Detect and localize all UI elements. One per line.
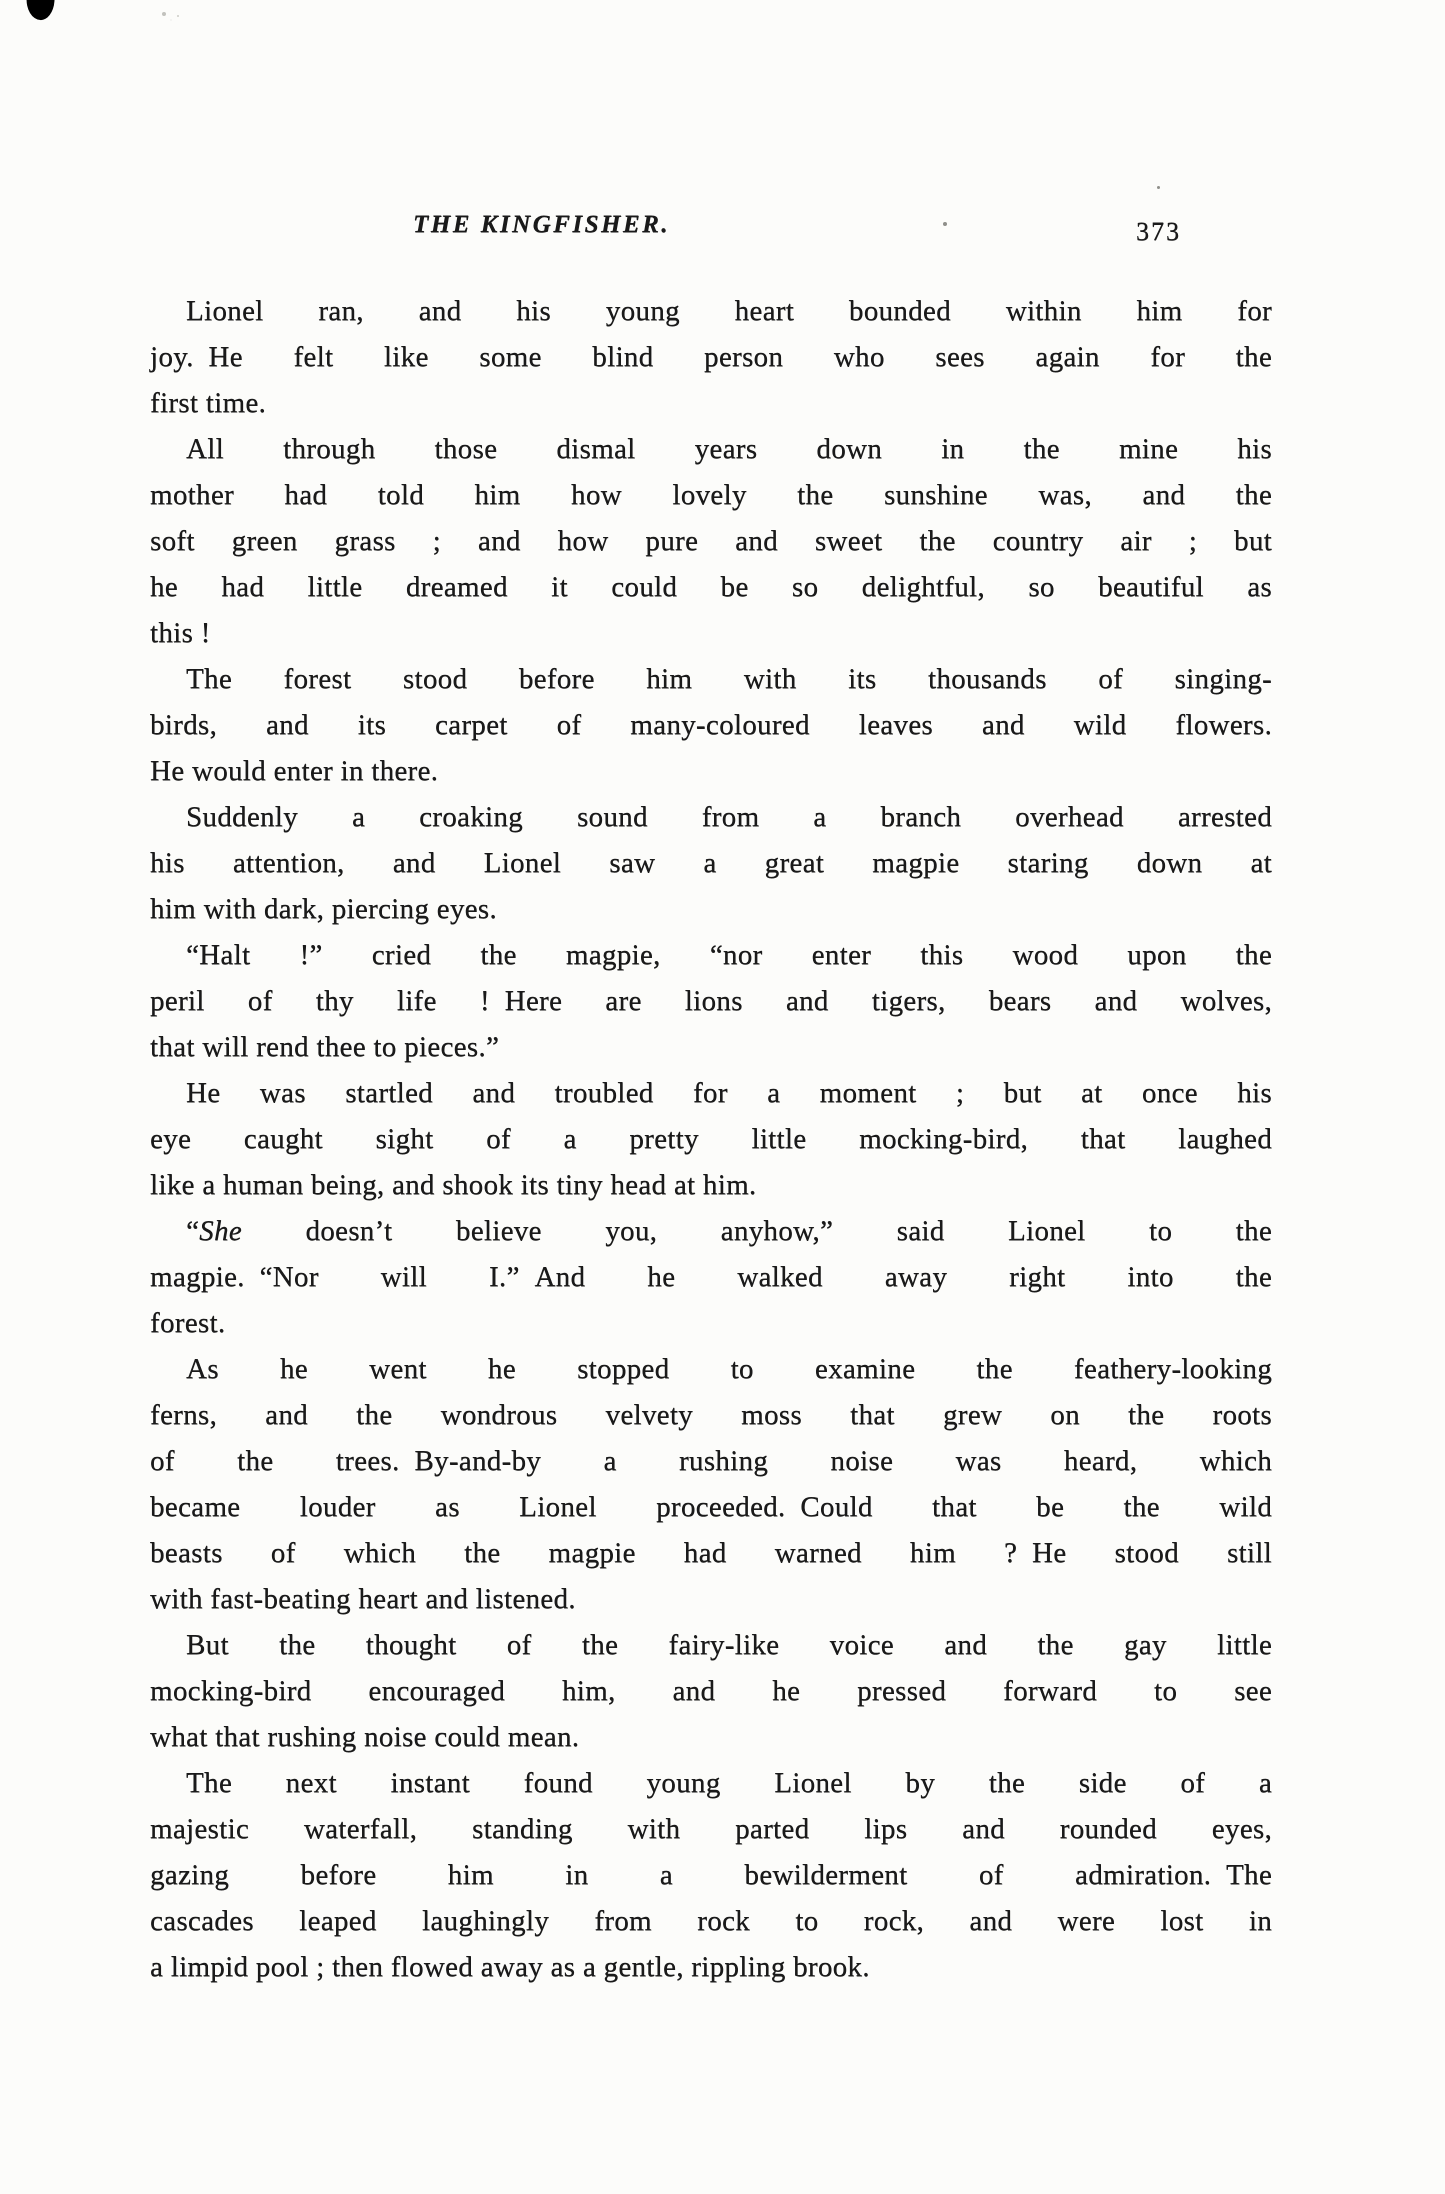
text-line — [150, 886, 1272, 932]
text-segment: He would enter in there. — [150, 755, 439, 787]
paragraph — [150, 1070, 1272, 1208]
paragraph — [150, 656, 1272, 794]
text-line — [150, 610, 1272, 656]
text-segment: what that rushing noise could mean. — [150, 1721, 580, 1753]
text-segment: mocking-bird encouraged him, and he pressed forward to see — [150, 1675, 1272, 1707]
text-segment: this ! — [150, 617, 211, 649]
text-segment: doesn’t believe you, anyhow,” said Lionel to the — [241, 1215, 1272, 1247]
text-line — [150, 564, 1272, 610]
text-segment: “Halt !” cried the magpie, “nor enter this wood upon the — [186, 939, 1272, 971]
text-line — [150, 1530, 1272, 1576]
text-segment: that will rend thee to pieces.” — [150, 1031, 500, 1063]
text-segment: eye caught sight of a pretty little mocking-bird, that laughed — [150, 1123, 1272, 1155]
text-line — [150, 1300, 1272, 1346]
scan-speck-artifact — [1157, 186, 1160, 189]
text-line — [150, 1760, 1272, 1806]
paragraph — [150, 932, 1272, 1070]
text-segment: joy. He felt like some blind person who sees again for the — [150, 341, 1272, 373]
text-segment: ferns, and the wondrous velvety moss that grew on the roots — [150, 1399, 1272, 1431]
italic-text: She — [199, 1215, 242, 1247]
text-segment: forest. — [150, 1307, 226, 1339]
text-line — [150, 932, 1272, 978]
text-segment: cascades leaped laughingly from rock to rock, and were lost in — [150, 1905, 1272, 1937]
text-line — [150, 840, 1272, 886]
page-body — [150, 288, 1272, 1990]
text-segment: soft green grass ; and how pure and sweet the country air ; but — [150, 525, 1272, 557]
text-line — [150, 1714, 1272, 1760]
text-line — [150, 1622, 1272, 1668]
text-segment: Lionel ran, and his young heart bounded within him for — [186, 295, 1272, 327]
text-segment: a limpid pool ; then flowed away as a gentle, rippling brook. — [150, 1951, 870, 1983]
text-line — [150, 288, 1272, 334]
text-segment: “ — [186, 1215, 200, 1247]
text-segment: became louder as Lionel proceeded. Could that be the wild — [150, 1491, 1272, 1523]
text-line — [150, 1070, 1272, 1116]
text-line — [150, 1944, 1272, 1990]
text-segment: majestic waterfall, standing with parted lips and rounded eyes, — [150, 1813, 1272, 1845]
text-line — [150, 794, 1272, 840]
text-segment: He was startled and troubled for a moment ; but at once his — [186, 1077, 1272, 1109]
text-segment: peril of thy life ! Here are lions and tigers, bears and wolves, — [150, 985, 1272, 1017]
text-line — [150, 1208, 1272, 1254]
text-segment: his attention, and Lionel saw a great magpie staring down at — [150, 847, 1272, 879]
text-segment: him with dark, piercing eyes. — [150, 893, 497, 925]
text-line — [150, 1438, 1272, 1484]
text-line — [150, 1806, 1272, 1852]
paragraph — [150, 1622, 1272, 1760]
text-segment: mother had told him how lovely the sunshine was, and the — [150, 479, 1272, 511]
text-segment: like a human being, and shook its tiny head at him. — [150, 1169, 757, 1201]
paragraph — [150, 1760, 1272, 1990]
text-segment: gazing before him in a bewilderment of admiration. The — [150, 1859, 1272, 1891]
text-line — [150, 748, 1272, 794]
paragraph — [150, 1346, 1272, 1622]
text-line — [150, 656, 1272, 702]
text-segment: birds, and its carpet of many-coloured leaves and wild flowers. — [150, 709, 1272, 741]
text-segment: As he went he stopped to examine the feathery-looking — [186, 1353, 1272, 1385]
text-line — [150, 978, 1272, 1024]
text-segment: beasts of which the magpie had warned him ? He stood still — [150, 1537, 1272, 1569]
paragraph — [150, 288, 1272, 426]
text-line — [150, 380, 1272, 426]
paragraph — [150, 1208, 1272, 1346]
text-line — [150, 702, 1272, 748]
text-line — [150, 1484, 1272, 1530]
text-segment: All through those dismal years down in the mine his — [186, 433, 1272, 465]
text-segment: first time. — [150, 387, 267, 419]
text-segment: The forest stood before him with its thousands of singing- — [186, 663, 1272, 695]
text-segment: Suddenly a croaking sound from a branch overhead arrested — [186, 801, 1272, 833]
text-line — [150, 1392, 1272, 1438]
text-line — [150, 1668, 1272, 1714]
text-segment: of the trees. By-and-by a rushing noise was heard, which — [150, 1445, 1272, 1477]
ink-blot-artifact — [25, 0, 55, 21]
text-line — [150, 1162, 1272, 1208]
text-segment: he had little dreamed it could be so delightful, so beautiful as — [150, 571, 1272, 603]
text-line — [150, 334, 1272, 380]
page-number: 373 — [1136, 217, 1181, 246]
text-segment: But the thought of the fairy-like voice and the gay little — [186, 1629, 1272, 1661]
scan-smudge-artifact — [162, 12, 166, 16]
text-segment: with fast-beating heart and listened. — [150, 1583, 576, 1615]
text-segment: magpie. “Nor will I.” And he walked away right into the — [150, 1261, 1272, 1293]
text-line — [150, 1116, 1272, 1162]
paragraph — [150, 426, 1272, 656]
text-line — [150, 518, 1272, 564]
text-line — [150, 1254, 1272, 1300]
paragraph — [150, 794, 1272, 932]
scan-speck-artifact — [943, 222, 947, 226]
running-head-title: THE KINGFISHER. — [413, 211, 671, 238]
text-segment: The next instant found young Lionel by the side of a — [186, 1767, 1272, 1799]
text-line — [150, 1024, 1272, 1070]
text-line — [150, 1576, 1272, 1622]
text-line — [150, 426, 1272, 472]
text-line — [150, 1852, 1272, 1898]
text-line — [150, 1346, 1272, 1392]
text-line — [150, 472, 1272, 518]
text-line — [150, 1898, 1272, 1944]
